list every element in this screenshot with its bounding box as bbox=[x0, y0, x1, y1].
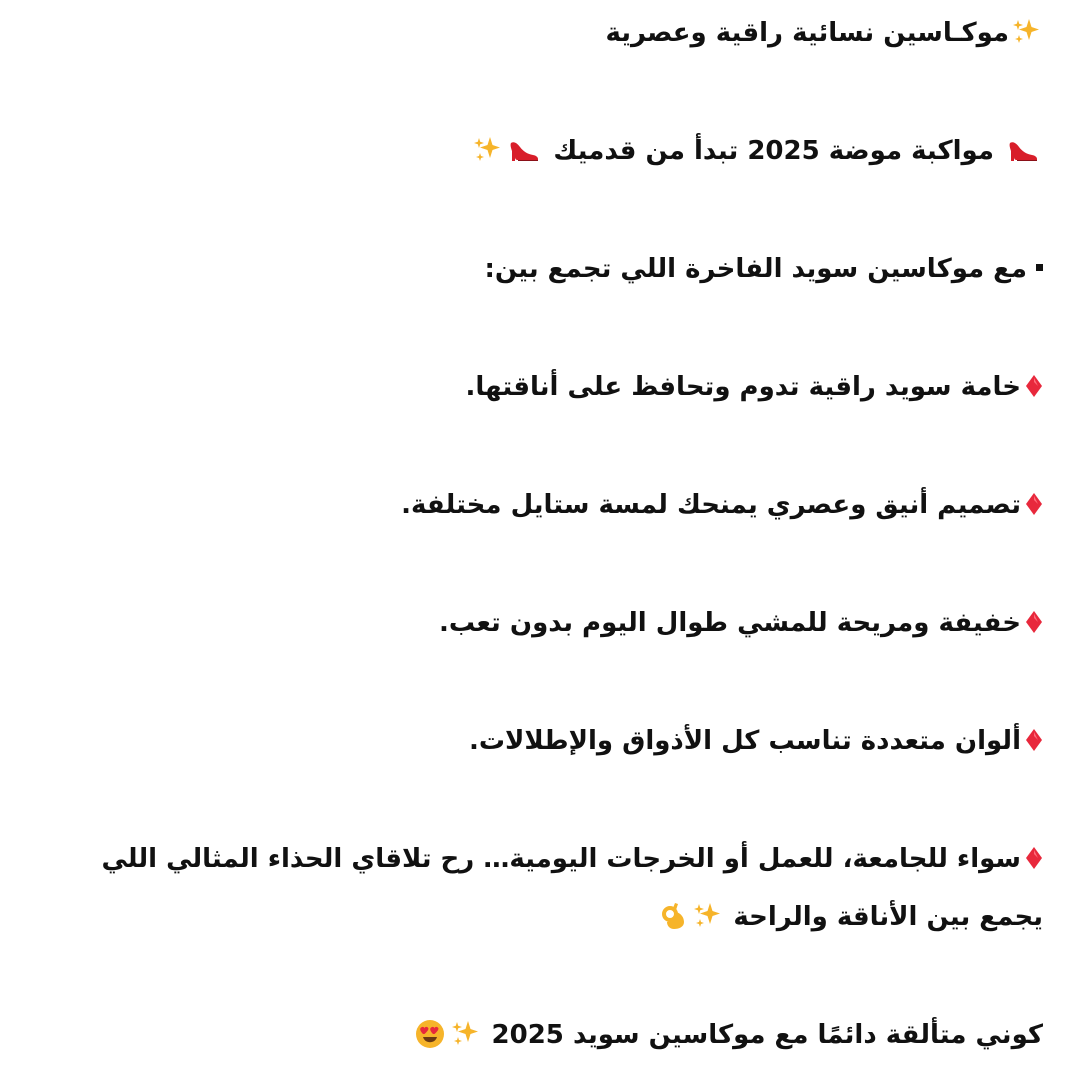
heart-eyes-icon bbox=[415, 1019, 445, 1049]
high-heel-icon bbox=[1007, 135, 1039, 163]
post-title: موكـاسين نسائية راقية وعصرية bbox=[605, 18, 1009, 48]
ok-hand-icon bbox=[661, 902, 687, 930]
feature-item bbox=[466, 370, 1043, 404]
usage-line-1 bbox=[101, 842, 1043, 876]
red-diamond-icon bbox=[1025, 492, 1043, 516]
sparkles-icon bbox=[451, 1019, 479, 1047]
sparkles-icon bbox=[1012, 17, 1040, 45]
sparkles-icon bbox=[693, 901, 721, 929]
red-diamond-icon bbox=[1025, 728, 1043, 752]
usage-line-2 bbox=[658, 900, 1043, 934]
square-bullet-icon bbox=[1036, 264, 1043, 271]
red-diamond-icon bbox=[1025, 846, 1043, 870]
post-title-line bbox=[605, 16, 1043, 50]
high-heel-icon bbox=[508, 135, 540, 163]
post-subtitle: مواكبة موضة 2025 تبدأ من قدميك bbox=[553, 136, 994, 166]
closing-text: كوني متألقة دائمًا مع موكاسين سويد 2025 bbox=[491, 1020, 1043, 1050]
usage-text-1: سواء للجامعة، للعمل أو الخرجات اليومية… رح تلاقاي الحذاء المثالي اللي bbox=[101, 844, 1021, 874]
usage-text-2: يجمع بين الأناقة والراحة bbox=[733, 902, 1043, 932]
feature-text: خفيفة ومريحة للمشي طوال اليوم بدون تعب. bbox=[438, 608, 1021, 638]
feature-item bbox=[401, 488, 1043, 522]
post-intro: مع موكاسين سويد الفاخرة اللي تجمع بين: bbox=[484, 254, 1027, 284]
feature-text: ألوان متعددة تناسب كل الأذواق والإطلالات. bbox=[469, 726, 1021, 756]
feature-item bbox=[469, 724, 1043, 758]
feature-item bbox=[439, 606, 1043, 640]
red-diamond-icon bbox=[1025, 374, 1043, 398]
feature-text: خامة سويد راقية تدوم وتحافظ على أناقتها. bbox=[465, 372, 1021, 402]
post-subtitle-line bbox=[470, 134, 1043, 168]
red-diamond-icon bbox=[1025, 610, 1043, 634]
closing-line bbox=[412, 1018, 1043, 1052]
sparkles-icon bbox=[473, 135, 501, 163]
feature-text: تصميم أنيق وعصري يمنحك لمسة ستايل مختلفة. bbox=[401, 490, 1021, 520]
post-intro-line bbox=[484, 252, 1043, 286]
